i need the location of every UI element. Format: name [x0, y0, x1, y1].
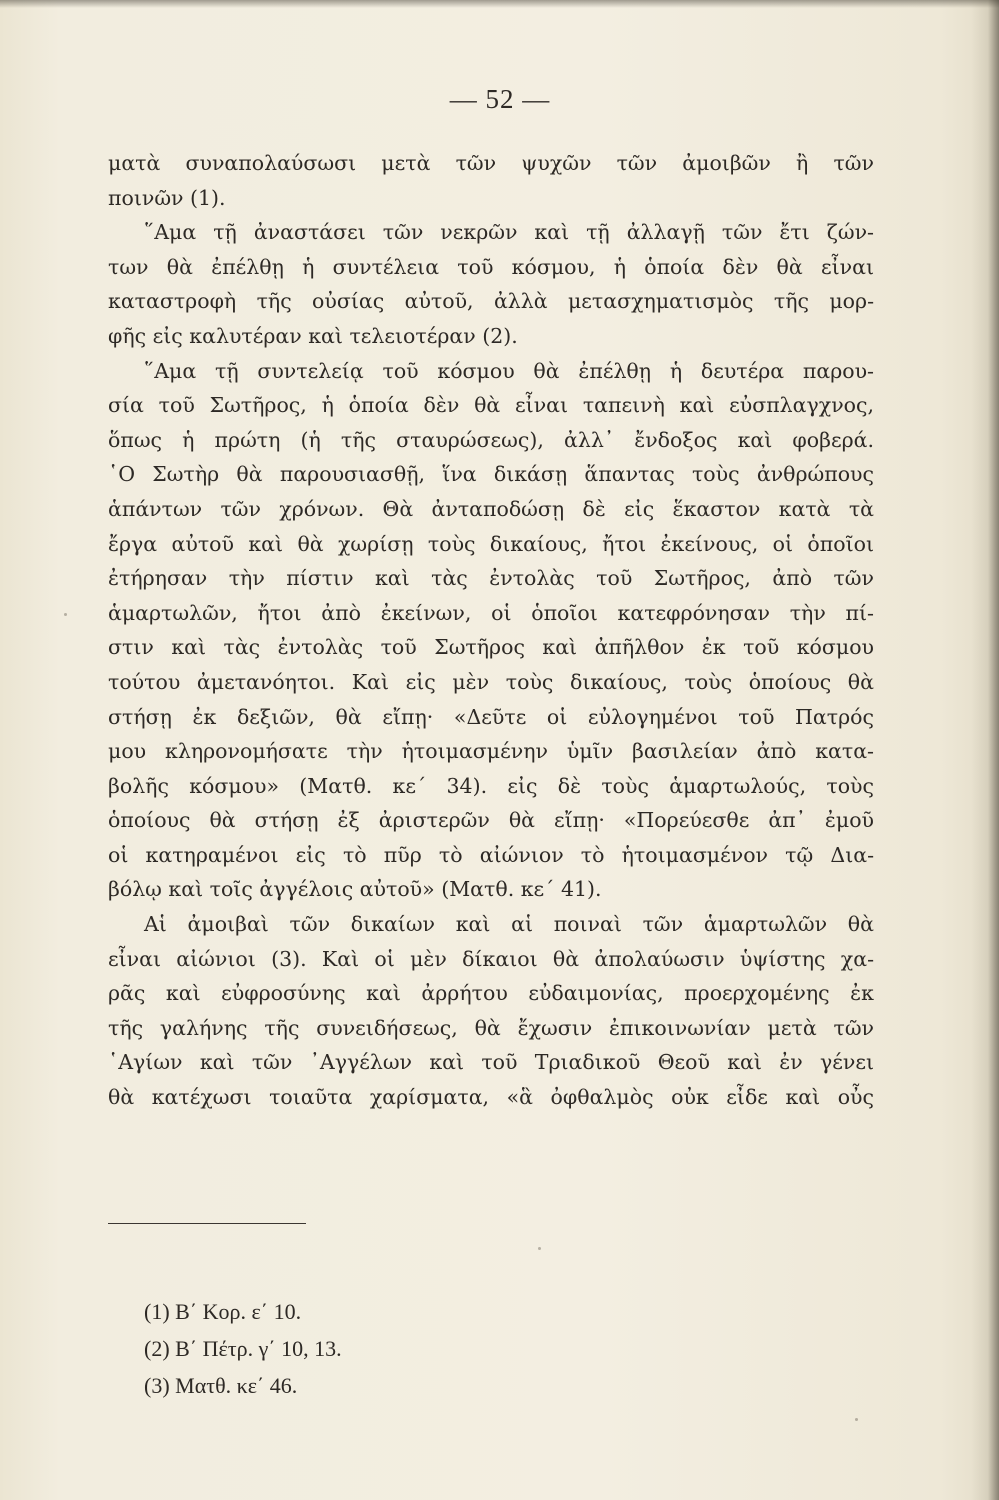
text-line: ῞Αμα τῇ συντελείᾳ τοῦ κόσμου θὰ ἐπέλθῃ ἡ δευτέρα παρου-	[144, 358, 874, 383]
text-line: βόλῳ καὶ τοῖς ἀγγέλοις αὐτοῦ» (Ματθ. κε΄ 41).	[108, 877, 602, 902]
page-top-shadow	[0, 0, 999, 8]
text-line: βολῆς κόσμου» (Ματθ. κε΄ 34). εἰς δὲ τοὺς ἁμαρτωλούς, τοὺς	[108, 773, 874, 798]
text-line: ἔργα αὐτοῦ καὶ θὰ χωρίσῃ τοὺς δικαίους, ἤτοι ἐκείνους, οἱ ὁποῖοι	[108, 531, 874, 556]
footnotes	[144, 1293, 342, 1404]
text-line: Αἱ ἀμοιβαὶ τῶν δικαίων καὶ αἱ ποιναὶ τῶν ἁμαρτωλῶν θὰ	[144, 912, 874, 937]
text-line: στήσῃ ἐκ δεξιῶν, θὰ εἴπῃ· «Δεῦτε οἱ εὐλογημένοι τοῦ Πατρός	[108, 704, 874, 729]
paper-speck	[64, 613, 67, 616]
text-line: μου κληρονομήσατε τὴν ἡτοιμασμένην ὑμῖν βασιλείαν ἀπὸ κατα-	[108, 739, 874, 764]
body-text	[108, 146, 874, 1115]
text-line: των θὰ ἐπέλθῃ ἡ συντέλεια τοῦ κόσμου, ἡ ὁποία δὲν θὰ εἶναι	[108, 254, 874, 279]
page-number: — 52 —	[449, 84, 551, 114]
text-line: ποινῶν (1).	[108, 185, 226, 210]
footnote-1: (1) Β΄ Κορ. ε΄ 10.	[144, 1299, 302, 1324]
footnote-2: (2) Β΄ Πέτρ. γ΄ 10, 13.	[144, 1336, 342, 1361]
text-line: ἁμαρτωλῶν, ἤτοι ἀπὸ ἐκείνων, οἱ ὁποῖοι κατεφρόνησαν τὴν πί-	[108, 600, 874, 625]
footnote-divider	[108, 1223, 306, 1224]
text-line: ὅπως ἡ πρώτη (ἡ τῆς σταυρώσεως), ἀλλ᾽ ἔνδοξος καὶ φοβερά.	[108, 427, 874, 452]
text-line: καταστροφὴ τῆς οὐσίας αὐτοῦ, ἀλλὰ μετασχηματισμὸς τῆς μορ-	[108, 289, 874, 314]
text-line: ρᾶς καὶ εὐφροσύνης καὶ ἀρρήτου εὐδαιμονίας, προερχομένης ἐκ	[108, 981, 874, 1006]
text-line: ῾Αγίων καὶ τῶν ᾿Αγγέλων καὶ τοῦ Τριαδικοῦ Θεοῦ καὶ ἐν γένει	[108, 1050, 874, 1075]
text-line: ματὰ συναπολαύσωσι μετὰ τῶν ψυχῶν τῶν ἀμοιβῶν ἢ τῶν	[108, 151, 874, 175]
text-line: ῾Ο Σωτὴρ θὰ παρουσιασθῇ, ἵνα δικάσῃ ἅπαντας τοὺς ἀνθρώπους	[108, 462, 874, 487]
page-gutter-shadow	[971, 0, 999, 1500]
text-line: τῆς γαλήνης τῆς συνειδήσεως, θὰ ἔχωσιν ἐπικοινωνίαν μετὰ τῶν	[108, 1015, 874, 1040]
paper-speck	[855, 1418, 858, 1421]
text-line: εἶναι αἰώνιοι (3). Καὶ οἱ μὲν δίκαιοι θὰ ἀπολαύωσιν ὑψίστης χα-	[108, 946, 874, 971]
text-line: ῞Αμα τῇ ἀναστάσει τῶν νεκρῶν καὶ τῇ ἀλλαγῇ τῶν ἔτι ζών-	[144, 220, 874, 245]
text-line: ἐτήρησαν τὴν πίστιν καὶ τὰς ἐντολὰς τοῦ Σωτῆρος, ἀπὸ τῶν	[108, 566, 874, 591]
footnote-3: (3) Ματθ. κε΄ 46.	[144, 1373, 298, 1398]
text-line: φῆς εἰς καλυτέραν καὶ τελειοτέραν (2).	[108, 323, 518, 348]
text-line: οἱ κατηραμένοι εἰς τὸ πῦρ τὸ αἰώνιον τὸ ἡτοιμασμένον τῷ Δια-	[108, 842, 874, 867]
text-line: ἁπάντων τῶν χρόνων. Θὰ ἀνταποδώσῃ δὲ εἰς ἕκαστον κατὰ τὰ	[108, 496, 874, 521]
text-line: θὰ κατέχωσι τοιαῦτα χαρίσματα, «ἃ ὀφθαλμὸς οὐκ εἶδε καὶ οὖς	[108, 1085, 874, 1110]
paper-speck	[538, 1247, 541, 1250]
text-line: ὁποίους θὰ στήσῃ ἐξ ἀριστερῶν θὰ εἴπῃ· «Πορεύεσθε ἀπ᾽ ἐμοῦ	[108, 808, 874, 833]
text-line: τούτου ἀμετανόητοι. Καὶ εἰς μὲν τοὺς δικαίους, τοὺς ὁποίους θὰ	[108, 669, 874, 694]
text-line: σία τοῦ Σωτῆρος, ἡ ὁποία δὲν θὰ εἶναι ταπεινὴ καὶ εὐσπλαγχνος,	[108, 393, 874, 418]
text-line: στιν καὶ τὰς ἐντολὰς τοῦ Σωτῆρος καὶ ἀπῆλθον ἐκ τοῦ κόσμου	[108, 635, 874, 660]
